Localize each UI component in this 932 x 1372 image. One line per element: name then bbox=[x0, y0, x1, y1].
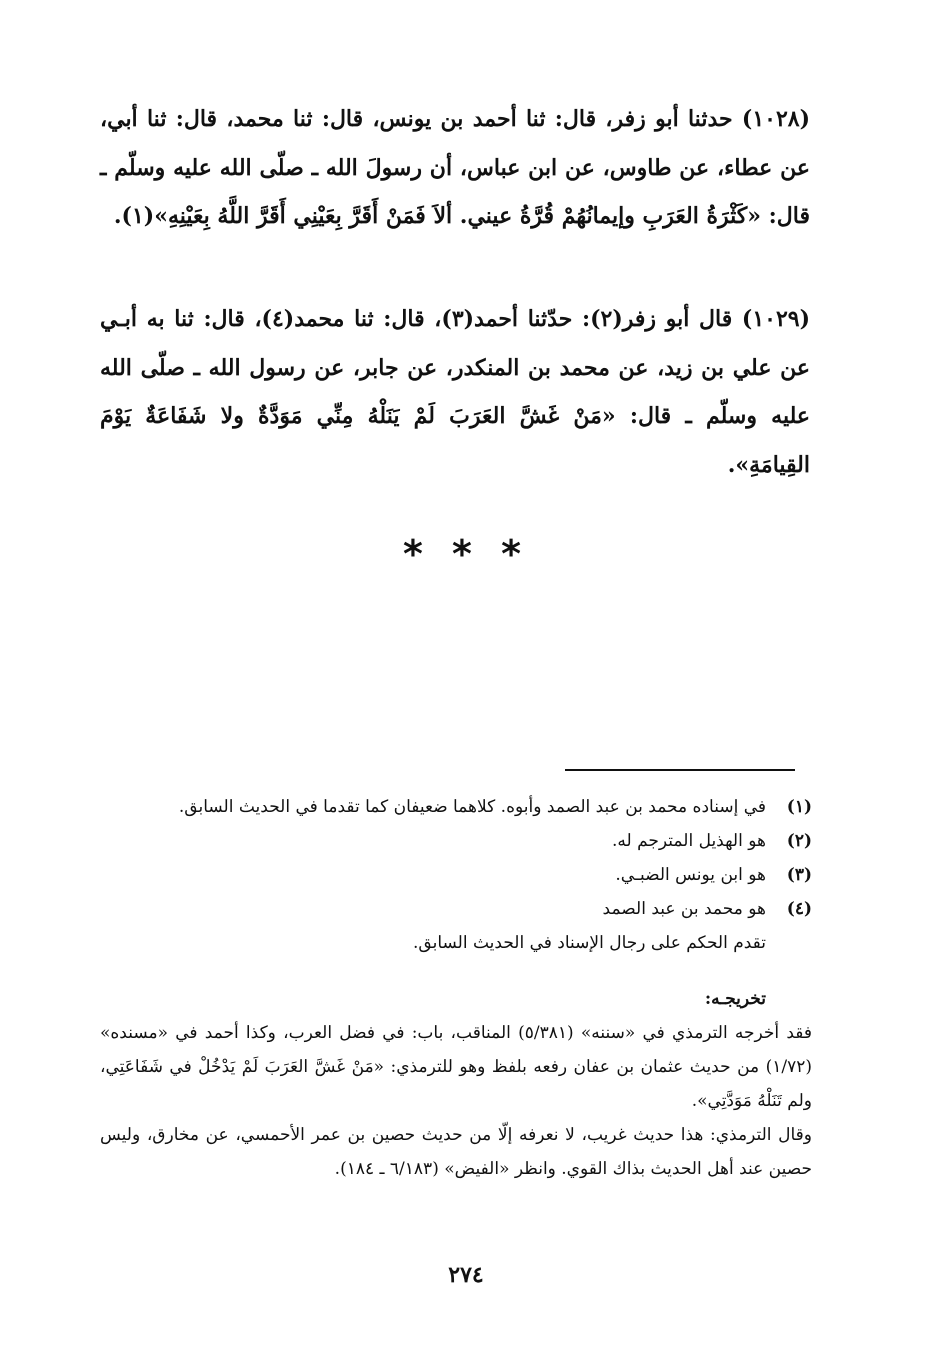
takhrij-section bbox=[100, 982, 812, 1186]
hadith-text: (١٠٢٩) قال أبو زفر(٢): حدّثنا أحمد(٣)، قال: ثنا محمد(٤)، قال: ثنا به أبـي عن علي بن زيد، عن محمد بن المنكدر، عن جابر، عن رسول الله ـ صلّى الله عليه وسلّم ـ قال: «مَنْ غَشَّ العَرَبَ لَمْ يَنَلْهُ مِنِّي مَوَدَّةٌ ولا شَفَاعَةٌ يَوْمَ القِيامَةِ». bbox=[100, 306, 810, 478]
hadith-1029 bbox=[100, 295, 810, 489]
hadith-text: (١٠٢٨) حدثنا أبو زفر، قال: ثنا أحمد بن يونس، قال: ثنا محمد، قال: ثنا أبي، عن عطاء، عن طاوس، عن ابن عباس، أن رسولَ الله ـ صلّى الله عليه وسلّم ـ قال: «كَثْرَةُ العَرَبِ وإيمانُهُمْ قُرَّةُ عيني. ألاَ فَمَنْ أَقَرَّ بِعَيْنِي أَقَرَّ اللَّهُ بِعَيْنِهِ»(١). bbox=[100, 106, 810, 229]
footnote-4 bbox=[100, 892, 812, 926]
footnotes bbox=[100, 790, 812, 960]
takhrij-paragraph: فقد أخرجه الترمذي في «سننه» (٥/٣٨١) المناقب، باب: في فضل العرب، وكذا أحمد في «مسنده» (١/٧٢) من حديث عثمان بن عفان رفعه بلفظ وهو للترمذي: «مَنْ غَشَّ العَرَبَ لَمْ يَدْخُلْ في شَفَاعَتِي، ولم تَنَلْهُ مَوَدَّتِي». bbox=[100, 1023, 813, 1111]
footnote-rule bbox=[565, 769, 795, 771]
footnote-2 bbox=[100, 824, 812, 858]
footnote-number: (٣) bbox=[786, 865, 812, 885]
takhrij-paragraph: وقال الترمذي: هذا حديث غريب، لا نعرفه إلّا من حديث حصين بن عمر الأحمسي، عن مخارق، وليس حصين عند أهل الحديث بذاك القوي. وانظر «الفيض» (٦/١٨٣ ـ ١٨٤). bbox=[100, 1125, 812, 1179]
page-number: ٢٧٤ bbox=[448, 1262, 484, 1288]
section-separator: * * * bbox=[402, 532, 530, 576]
footnote-number: (١) bbox=[786, 797, 812, 817]
footnote-number: (٤) bbox=[786, 899, 812, 919]
footnote-text: هو الهذيل المترجم له. bbox=[612, 831, 766, 851]
footnote-text: في إسناده محمد بن عبد الصمد وأبوه. كلاهما ضعيفان كما تقدما في الحديث السابق. bbox=[178, 797, 766, 817]
footnote-4-continuation: تقدم الحكم على رجال الإسناد في الحديث السابق. bbox=[413, 933, 766, 953]
footnote-1 bbox=[100, 790, 812, 824]
footnote-3 bbox=[100, 858, 812, 892]
footnote-number: (٢) bbox=[786, 831, 812, 851]
hadith-1028 bbox=[100, 95, 810, 241]
footnote-text: هو محمد بن عبد الصمد bbox=[602, 899, 766, 919]
takhrij-heading: تخريجـه: bbox=[704, 989, 766, 1009]
footnote-text: هو ابن يونس الضبـي. bbox=[615, 865, 766, 885]
takhrij-body bbox=[100, 1016, 812, 1186]
